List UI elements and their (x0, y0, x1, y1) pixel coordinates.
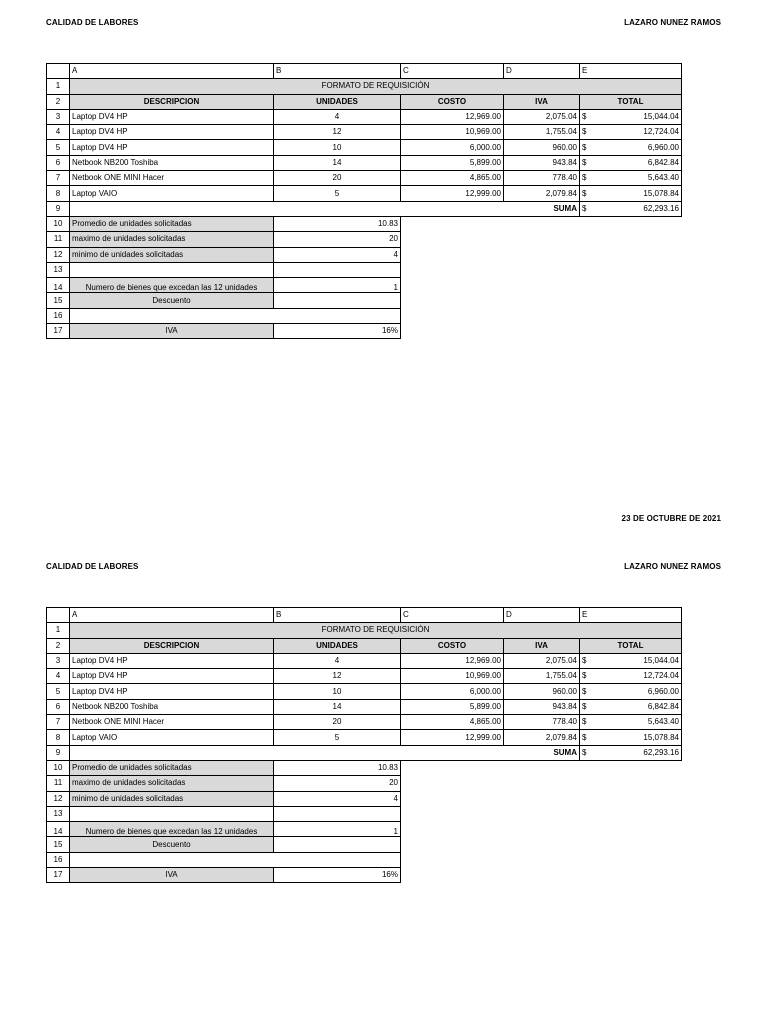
cell-descripcion[interactable]: Laptop DV4 HP (70, 669, 274, 684)
cell-iva[interactable]: 960.00 (504, 684, 580, 699)
cell-unidades[interactable]: 12 (274, 669, 401, 684)
row-number: 4 (47, 669, 70, 684)
row-number: 3 (47, 109, 70, 124)
requisition-sheet-1 (46, 63, 682, 339)
col-header-d[interactable]: D (504, 64, 580, 79)
row-number: 4 (47, 125, 70, 140)
currency-symbol: $ (582, 717, 587, 727)
row-number: 12 (47, 247, 70, 262)
cell-total[interactable] (580, 109, 682, 124)
row-number: 17 (47, 324, 70, 339)
table-row (47, 140, 682, 155)
cell-unidades[interactable]: 10 (274, 684, 401, 699)
cell-costo[interactable]: 12,969.00 (401, 109, 504, 124)
table-row (47, 669, 682, 684)
document-author-right: LAZARO NUNEZ RAMOS (624, 562, 721, 571)
table-row (47, 232, 682, 247)
col-header-b[interactable]: B (274, 64, 401, 79)
promedio-value[interactable]: 10.83 (274, 216, 401, 231)
table-row (47, 684, 682, 699)
currency-symbol: $ (582, 701, 587, 711)
cell-descripcion[interactable]: Laptop DV4 HP (70, 125, 274, 140)
header-unidades[interactable]: UNIDADES (274, 638, 401, 653)
table-row (47, 278, 682, 293)
total-value: 15,044.04 (643, 656, 679, 666)
row-number: 14 (47, 822, 70, 837)
promedio-label[interactable]: Promedio de unidades solicitadas (70, 216, 274, 231)
cell-unidades[interactable]: 14 (274, 699, 401, 714)
total-value: 15,078.84 (643, 732, 679, 742)
table-row (47, 79, 682, 94)
cell-descripcion[interactable]: Laptop VAIO (70, 730, 274, 745)
currency-symbol: $ (582, 142, 587, 152)
cell-costo[interactable]: 4,865.00 (401, 715, 504, 730)
cell-total[interactable] (580, 730, 682, 745)
promedio-value[interactable]: 10.83 (274, 760, 401, 775)
cell-iva[interactable]: 778.40 (504, 715, 580, 730)
row-number: 7 (47, 171, 70, 186)
cell-iva[interactable]: 2,079.84 (504, 730, 580, 745)
minimo-label[interactable]: minimo de unidades solicitadas (70, 247, 274, 262)
currency-symbol: $ (582, 686, 587, 696)
total-value: 12,724.04 (643, 671, 679, 681)
table-row (47, 125, 682, 140)
row-number: 5 (47, 684, 70, 699)
row-number: 13 (47, 806, 70, 821)
table-row (47, 653, 682, 668)
col-header-e[interactable]: E (580, 608, 682, 623)
table-row (47, 201, 682, 216)
row-number: 15 (47, 837, 70, 852)
row-number: 13 (47, 262, 70, 277)
row-number: 16 (47, 308, 70, 323)
cell-total[interactable] (580, 699, 682, 714)
row-number: 9 (47, 745, 70, 760)
col-header-e[interactable]: E (580, 64, 682, 79)
cell-costo[interactable]: 12,999.00 (401, 186, 504, 201)
row-number: 17 (47, 868, 70, 883)
currency-symbol: $ (582, 188, 587, 198)
cell-unidades[interactable]: 14 (274, 155, 401, 170)
cell-iva[interactable]: 2,075.04 (504, 109, 580, 124)
cell-total[interactable] (580, 125, 682, 140)
cell-iva[interactable]: 2,079.84 (504, 186, 580, 201)
col-header-c[interactable]: C (401, 64, 504, 79)
currency-symbol: $ (582, 157, 587, 167)
cell-descripcion[interactable]: Netbook NB200 Toshiba (70, 155, 274, 170)
total-value: 6,842.84 (647, 701, 679, 711)
suma-total[interactable] (580, 201, 682, 216)
total-value: 6,842.84 (647, 157, 679, 167)
row-number: 9 (47, 201, 70, 216)
table-row (47, 822, 682, 837)
table-row (47, 760, 682, 775)
currency-symbol: $ (582, 173, 587, 183)
descuento-value[interactable] (274, 293, 401, 308)
header-costo[interactable]: COSTO (401, 94, 504, 109)
table-row (47, 216, 682, 231)
suma-label[interactable]: SUMA (504, 745, 580, 760)
table-row (47, 868, 682, 883)
minimo-value[interactable]: 4 (274, 791, 401, 806)
table-row (47, 324, 682, 339)
cell-total[interactable] (580, 684, 682, 699)
table-row (47, 308, 682, 323)
row-number: 2 (47, 94, 70, 109)
currency-symbol: $ (582, 203, 587, 213)
iva-label[interactable]: IVA (70, 324, 274, 339)
table-row (47, 171, 682, 186)
cell-costo[interactable]: 5,899.00 (401, 699, 504, 714)
cell-descripcion[interactable]: Laptop DV4 HP (70, 109, 274, 124)
cell-descripcion[interactable]: Laptop DV4 HP (70, 140, 274, 155)
cell-descripcion[interactable]: Laptop DV4 HP (70, 653, 274, 668)
cell-unidades[interactable]: 20 (274, 171, 401, 186)
row-number: 14 (47, 278, 70, 293)
currency-symbol: $ (582, 112, 587, 122)
row-number: 1 (47, 79, 70, 94)
document-date: 23 DE OCTUBRE DE 2021 (621, 514, 721, 523)
sheet-title[interactable]: FORMATO DE REQUISICIÓN (70, 79, 682, 94)
cell-total[interactable] (580, 653, 682, 668)
cell-costo[interactable]: 10,969.00 (401, 125, 504, 140)
header-total[interactable]: TOTAL (580, 638, 682, 653)
row-number: 8 (47, 186, 70, 201)
cell-costo[interactable]: 6,000.00 (401, 140, 504, 155)
col-header-a[interactable]: A (70, 64, 274, 79)
total-value: 6,960.00 (647, 142, 679, 152)
cell-descripcion[interactable]: Laptop VAIO (70, 186, 274, 201)
suma-label[interactable]: SUMA (504, 201, 580, 216)
cell-descripcion[interactable]: Netbook ONE MINI Hacer (70, 715, 274, 730)
cell-total[interactable] (580, 155, 682, 170)
row-number: 6 (47, 699, 70, 714)
row-number: 6 (47, 155, 70, 170)
cell-unidades[interactable]: 5 (274, 186, 401, 201)
document-title-left: CALIDAD DE LABORES (46, 562, 139, 571)
table-row (47, 791, 682, 806)
maximo-value[interactable]: 20 (274, 776, 401, 791)
total-value: 15,078.84 (643, 188, 679, 198)
cell-unidades[interactable]: 20 (274, 715, 401, 730)
cell-total[interactable] (580, 171, 682, 186)
minimo-label[interactable]: minimo de unidades solicitadas (70, 791, 274, 806)
descuento-label[interactable]: Descuento (70, 837, 274, 852)
cell-costo[interactable]: 12,999.00 (401, 730, 504, 745)
cell-total[interactable] (580, 186, 682, 201)
maximo-value[interactable]: 20 (274, 232, 401, 247)
header-descripcion[interactable]: DESCRIPCION (70, 638, 274, 653)
total-value: 5,643.40 (647, 717, 679, 727)
currency-symbol: $ (582, 671, 587, 681)
cell-iva[interactable]: 943.84 (504, 699, 580, 714)
header-costo[interactable]: COSTO (401, 638, 504, 653)
row-number: 8 (47, 730, 70, 745)
bienes-value[interactable]: 1 (274, 822, 401, 837)
row-number: 7 (47, 715, 70, 730)
table-row (47, 109, 682, 124)
suma-value: 62,293.16 (643, 747, 679, 757)
table-row (47, 806, 682, 821)
promedio-label[interactable]: Promedio de unidades solicitadas (70, 760, 274, 775)
total-value: 15,044.04 (643, 112, 679, 122)
cell-unidades[interactable]: 5 (274, 730, 401, 745)
cell-iva[interactable]: 943.84 (504, 155, 580, 170)
cell-costo[interactable]: 10,969.00 (401, 669, 504, 684)
table-row (47, 730, 682, 745)
table-row (47, 186, 682, 201)
sheet-title[interactable]: FORMATO DE REQUISICIÓN (70, 623, 682, 638)
spreadsheet-table (46, 607, 682, 883)
row-number: 10 (47, 216, 70, 231)
table-row (47, 852, 682, 867)
table-row (47, 94, 682, 109)
cell-unidades[interactable]: 12 (274, 125, 401, 140)
suma-total[interactable] (580, 745, 682, 760)
row-number: 15 (47, 293, 70, 308)
total-value: 5,643.40 (647, 173, 679, 183)
header-descripcion[interactable]: DESCRIPCION (70, 94, 274, 109)
cell-iva[interactable]: 2,075.04 (504, 653, 580, 668)
currency-symbol: $ (582, 747, 587, 757)
currency-symbol: $ (582, 127, 587, 137)
cell-unidades[interactable]: 4 (274, 653, 401, 668)
maximo-label[interactable]: maximo de unidades solicitadas (70, 232, 274, 247)
row-number: 3 (47, 653, 70, 668)
suma-value: 62,293.16 (643, 203, 679, 213)
cell-costo[interactable]: 6,000.00 (401, 684, 504, 699)
table-row (47, 155, 682, 170)
header-iva[interactable]: IVA (504, 94, 580, 109)
col-header-d[interactable]: D (504, 608, 580, 623)
cell-iva[interactable]: 1,755.04 (504, 669, 580, 684)
minimo-value[interactable]: 4 (274, 247, 401, 262)
row-number: 1 (47, 623, 70, 638)
cell-unidades[interactable]: 4 (274, 109, 401, 124)
iva-label[interactable]: IVA (70, 868, 274, 883)
bienes-label[interactable]: Numero de bienes que excedan las 12 unidades (70, 822, 274, 837)
col-header-c[interactable]: C (401, 608, 504, 623)
table-row (47, 623, 682, 638)
row-number: 10 (47, 760, 70, 775)
cell-iva[interactable]: 960.00 (504, 140, 580, 155)
cell-descripcion[interactable]: Netbook NB200 Toshiba (70, 699, 274, 714)
row-number: 11 (47, 232, 70, 247)
spreadsheet-table (46, 63, 682, 339)
bienes-label[interactable]: Numero de bienes que excedan las 12 unidades (70, 278, 274, 293)
row-number: 16 (47, 852, 70, 867)
cell-costo[interactable]: 5,899.00 (401, 155, 504, 170)
column-header-row (47, 608, 682, 623)
table-row (47, 293, 682, 308)
total-value: 6,960.00 (647, 686, 679, 696)
row-number: 2 (47, 638, 70, 653)
header-unidades[interactable]: UNIDADES (274, 94, 401, 109)
col-header-a[interactable]: A (70, 608, 274, 623)
maximo-label[interactable]: maximo de unidades solicitadas (70, 776, 274, 791)
document-author-right: LAZARO NUNEZ RAMOS (624, 18, 721, 27)
table-row (47, 776, 682, 791)
header-total[interactable]: TOTAL (580, 94, 682, 109)
row-number: 11 (47, 776, 70, 791)
col-header-b[interactable]: B (274, 608, 401, 623)
cell-costo[interactable]: 4,865.00 (401, 171, 504, 186)
table-row (47, 745, 682, 760)
currency-symbol: $ (582, 656, 587, 666)
cell-total[interactable] (580, 140, 682, 155)
cell-iva[interactable]: 778.40 (504, 171, 580, 186)
total-value: 12,724.04 (643, 127, 679, 137)
cell-descripcion[interactable]: Netbook ONE MINI Hacer (70, 171, 274, 186)
table-row (47, 638, 682, 653)
row-number: 5 (47, 140, 70, 155)
cell-total[interactable] (580, 669, 682, 684)
column-header-row (47, 64, 682, 79)
cell-unidades[interactable]: 10 (274, 140, 401, 155)
requisition-sheet-2 (46, 607, 682, 883)
cell-costo[interactable]: 12,969.00 (401, 653, 504, 668)
descuento-label[interactable]: Descuento (70, 293, 274, 308)
bienes-value[interactable]: 1 (274, 278, 401, 293)
descuento-value[interactable] (274, 837, 401, 852)
cell-total[interactable] (580, 715, 682, 730)
currency-symbol: $ (582, 732, 587, 742)
table-row (47, 262, 682, 277)
table-row (47, 699, 682, 714)
cell-descripcion[interactable]: Laptop DV4 HP (70, 684, 274, 699)
iva-rate-value[interactable]: 16% (274, 324, 401, 339)
table-row (47, 247, 682, 262)
cell-iva[interactable]: 1,755.04 (504, 125, 580, 140)
table-row (47, 837, 682, 852)
iva-rate-value[interactable]: 16% (274, 868, 401, 883)
row-number: 12 (47, 791, 70, 806)
header-iva[interactable]: IVA (504, 638, 580, 653)
table-row (47, 715, 682, 730)
document-title-left: CALIDAD DE LABORES (46, 18, 139, 27)
